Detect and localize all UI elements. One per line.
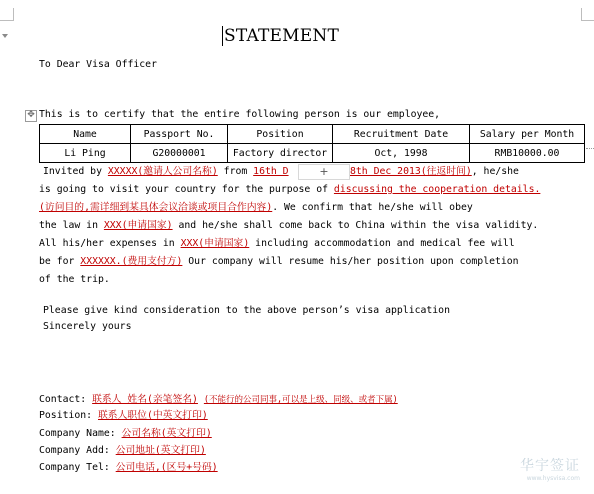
intro-line: This is to certify that the entire following person is our employee, <box>39 109 441 120</box>
accommodation-text: including accommodation and medical fee will <box>255 238 515 249</box>
watermark-sub: www.hysvisa.com <box>526 475 580 482</box>
date-end-field[interactable]: 8th Dec 2013(往返时间) <box>350 166 472 177</box>
greeting-line: To Dear Visa Officer <box>39 59 157 70</box>
expenses-text: All his/her expenses in <box>39 238 175 249</box>
document-title: STATEMENT <box>224 26 339 46</box>
confirm-text: . We confirm that he/she will obey <box>272 202 473 213</box>
table-header-cell[interactable]: Passport No. <box>131 125 228 144</box>
company-name-value-field[interactable]: 公司名称(英文打印) <box>121 428 212 439</box>
payer-field[interactable]: XXXXXX.(费用支付方) <box>80 256 183 267</box>
add-row-plus-icon[interactable]: + <box>298 164 350 180</box>
page-corner-mark-top-right <box>581 8 594 21</box>
position-label: Position: <box>39 410 93 421</box>
from-text: from <box>223 166 248 177</box>
purpose-note-field[interactable]: (访问目的,需详细到某具体会议洽谈或项目合作内容) <box>39 202 273 213</box>
paragraph-line-6 <box>39 253 519 271</box>
table-cell-recruitment-date[interactable]: Oct, 1998 <box>333 144 470 163</box>
paragraph-line-7: of the trip. <box>39 274 110 285</box>
company-add-label: Company Add: <box>39 445 110 456</box>
return-text: and he/she shall come back to China within the visa validity. <box>178 220 539 231</box>
he-she-text: , he/she <box>471 166 519 177</box>
company-tel-label: Company Tel: <box>39 462 110 473</box>
table-cell-name[interactable]: Li Ping <box>40 144 131 163</box>
page-corner-mark-top-left <box>0 8 14 21</box>
paragraph-line-2 <box>39 181 540 199</box>
table-header-cell[interactable]: Recruitment Date <box>333 125 470 144</box>
table-header-cell[interactable]: Name <box>40 125 131 144</box>
watermark-logo <box>520 455 580 482</box>
be-for-text: be for <box>39 256 75 267</box>
company-tel-value-field[interactable]: 公司电话,(区号+号码) <box>115 462 218 473</box>
contact-value-field[interactable]: 联系人 姓名(亲笔签名) <box>92 394 198 405</box>
table-row <box>40 144 585 163</box>
resume-text: Our company will resume his/her position upon completion <box>188 256 519 267</box>
employee-table <box>39 124 585 163</box>
table-cell-position[interactable]: Factory director <box>228 144 333 163</box>
inviter-company-field[interactable]: XXXXX(邀请人公司名称) <box>107 166 218 177</box>
table-header-cell[interactable]: Salary per Month <box>470 125 585 144</box>
contact-label: Contact: <box>39 394 87 405</box>
request-line: Please give kind consideration to the above person’s visa application <box>43 305 450 316</box>
table-cell-passport[interactable]: G20000001 <box>131 144 228 163</box>
table-cell-salary[interactable]: RMB10000.00 <box>470 144 585 163</box>
country-field-2[interactable]: XXX(申请国家) <box>180 238 250 249</box>
company-add-line <box>39 442 206 456</box>
contact-note-field[interactable]: (不能行的公司同事,可以是上级、同级、或者下属) <box>203 395 398 405</box>
table-move-handle-icon[interactable]: ✥ <box>25 110 37 122</box>
ruler-indent-marker[interactable] <box>2 34 8 38</box>
purpose-lead-text: is going to visit your country for the purpose of <box>39 184 329 195</box>
paragraph-line-4 <box>39 217 538 235</box>
watermark-main: 华宇签证 <box>520 458 580 474</box>
paragraph-line-1-tail <box>350 163 519 181</box>
company-name-line <box>39 425 212 439</box>
table-end-marker <box>586 148 594 149</box>
position-line <box>39 407 208 421</box>
country-field-1[interactable]: XXX(申请国家) <box>103 220 173 231</box>
sign-off-line: Sincerely yours <box>43 321 132 332</box>
company-name-label: Company Name: <box>39 428 116 439</box>
paragraph-line-3 <box>39 199 473 217</box>
table-header-row <box>40 125 585 144</box>
invited-by-text: Invited by <box>43 166 102 177</box>
company-tel-line <box>39 459 218 473</box>
contact-line <box>39 391 398 405</box>
paragraph-line-1 <box>43 163 289 181</box>
position-value-field[interactable]: 联系人职位(中英文打印) <box>98 410 208 421</box>
company-add-value-field[interactable]: 公司地址(英文打印) <box>115 445 206 456</box>
date-start-field[interactable]: 16th D <box>253 166 289 177</box>
table-header-cell[interactable]: Position <box>228 125 333 144</box>
text-cursor <box>222 26 223 46</box>
paragraph-line-5 <box>39 235 515 253</box>
law-text: the law in <box>39 220 98 231</box>
purpose-field[interactable]: discussing the cooperation details. <box>333 184 541 195</box>
